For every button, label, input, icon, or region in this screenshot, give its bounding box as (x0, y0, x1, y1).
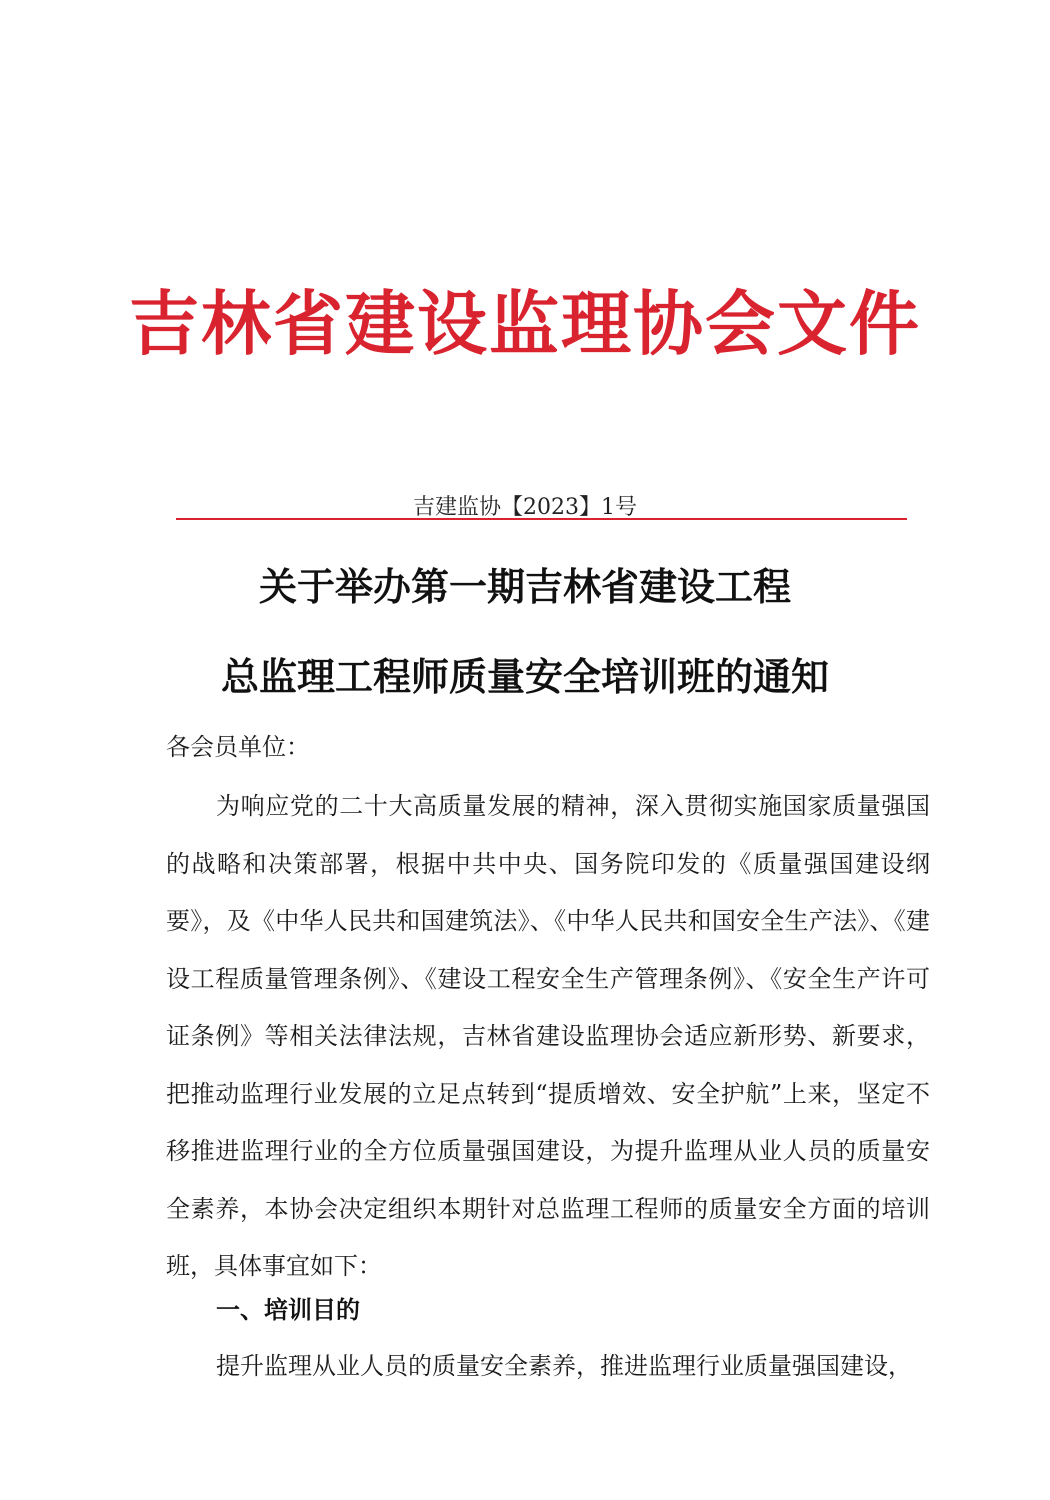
document-number: 吉建监协【2023】1号 (413, 495, 637, 520)
notice-title-line-1: 关于举办第一期吉林省建设工程 (258, 565, 791, 609)
masthead-title: 吉林省建设监理协会文件 (129, 283, 921, 365)
body-paragraph: 为响应党的二十大高质量发展的精神，深入贯彻实施国家质量强国的战略和决策部署，根据中共中央、国务院印发的《质量强国建设纲要》，及《中华人民共和国建筑法》、《中华人民共和国安全生产法》、《建设工程质量管理条例》、《建设工程安全生产管理条例》、《安全生产许可证条例》等相关法律法规，吉林省建设监理协会适应新形势、新要求，把推动监理行业发展的立足点转到“提质增效、安全护航”上来，坚定不移推进监理行业的全方位质量强国建设，为提升监理从业人员的质量安全素养，本协会决定组织本期针对总监理工程师的质量安全方面的培训班，具体事宜如下： (166, 792, 930, 1280)
salutation: 各会员单位： (166, 733, 310, 761)
red-divider-line (176, 518, 907, 520)
section-1-text: 提升监理从业人员的质量安全素养，推进监理行业质量强国建设， (216, 1352, 912, 1380)
notice-title-line-2: 总监理工程师质量安全培训班的通知 (220, 655, 829, 699)
section-1-heading: 一、培训目的 (216, 1296, 360, 1324)
